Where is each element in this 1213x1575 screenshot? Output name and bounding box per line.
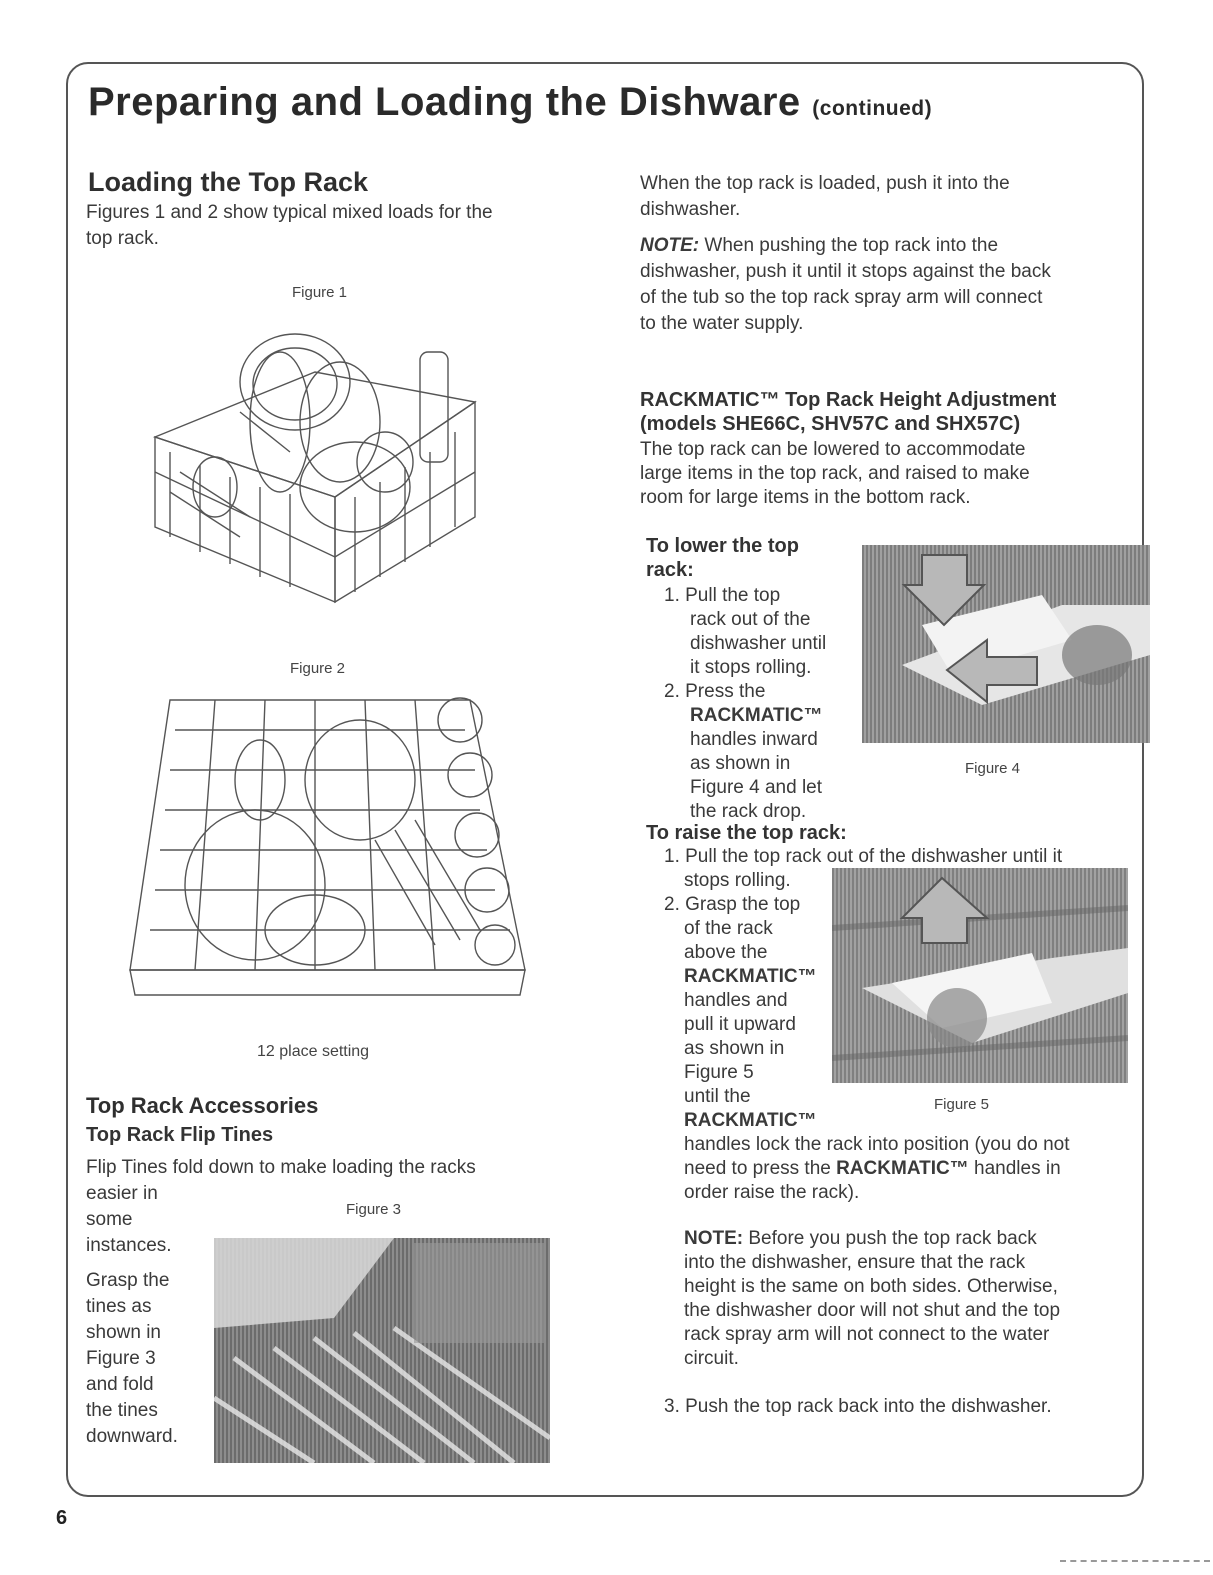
flip-line-4: instances. — [86, 1235, 172, 1256]
figure-3-caption: Figure 3 — [346, 1201, 402, 1218]
figure-2-rack-illustration — [115, 690, 535, 1020]
figure-3-photo — [214, 1238, 550, 1463]
rackmatic-heading-1: RACKMATIC™ Top Rack Height Adjustment — [640, 389, 1057, 411]
note2-block: NOTE: Before you push the top rack back into the dishwasher, ensure that the rack height is the same on both sides. Otherwise, the dishwasher door will not shut and the top rack spray arm will not connect to the water circuit. — [684, 1228, 1061, 1369]
figure-5-caption: Figure 5 — [934, 1096, 990, 1113]
note-line-3: of the tub so the top rack spray arm will connect — [640, 287, 1043, 308]
page-title: Preparing and Loading the Dishware (continued) — [88, 80, 933, 124]
intro-line-1: Figures 1 and 2 show typical mixed loads for the — [86, 202, 493, 223]
raise-end-line-1: handles lock the rack into position (you do not — [684, 1134, 1070, 1155]
figure-2-caption: Figure 2 — [290, 660, 346, 677]
raise-line-1: 1. Pull the top rack out of the dishwasher until it — [664, 846, 1063, 867]
raise-end-line-2: need to press the RACKMATIC™ handles in — [684, 1158, 1061, 1179]
grasp-text: Grasp the tines as shown in Figure 3 and fold the tines downward. — [86, 1270, 178, 1447]
flip-line-2: easier in — [86, 1183, 158, 1204]
note-line-4: to the water supply. — [640, 313, 804, 334]
flip-line-1: Flip Tines fold down to make loading the racks — [86, 1157, 476, 1178]
intro-line-2: top rack. — [86, 228, 159, 249]
rackmatic-heading-2: (models SHE66C, SHV57C and SHX57C) — [640, 413, 1021, 435]
step-3: 3. Push the top rack back into the dishwasher. — [664, 1396, 1052, 1417]
loading-top-rack-heading: Loading the Top Rack — [88, 167, 369, 197]
raise-end-line-3: order raise the rack). — [684, 1182, 860, 1203]
figure-5-photo — [832, 868, 1128, 1083]
figure-1-rack-illustration — [140, 312, 490, 612]
top-rack-accessories-heading: Top Rack Accessories — [86, 1093, 319, 1118]
raise-steps: stops rolling. 2. Grasp the top of the rack above the RACKMATIC™ handles and pull it upward as shown in Figure 5 until the RACKMATIC™ — [664, 870, 817, 1131]
lower-steps: 1. Pull the top rack out of the dishwasher until it stops rolling. 2. Press the RACKMATIC™ handles inward as shown in Figure 4 and let the rack drop. — [664, 585, 827, 822]
rackmatic-line-1: The top rack can be lowered to accommodate — [640, 439, 1026, 460]
figure-4-caption: Figure 4 — [965, 760, 1021, 777]
figure-4-photo — [862, 545, 1150, 743]
push-line-1: When the top rack is loaded, push it into the — [640, 173, 1010, 194]
bottom-divider — [1060, 1560, 1210, 1562]
rackmatic-line-3: room for large items in the bottom rack. — [640, 487, 971, 508]
lower-heading-1: To lower the top — [646, 535, 799, 557]
figure-1-caption: Figure 1 — [292, 284, 348, 301]
lower-heading-2: rack: — [646, 559, 694, 581]
push-line-2: dishwasher. — [640, 199, 741, 220]
raise-heading: To raise the top rack: — [646, 822, 847, 844]
note-line-1: NOTE: When pushing the top rack into the — [640, 235, 999, 256]
page-number: 6 — [56, 1507, 68, 1529]
rackmatic-line-2: large items in the top rack, and raised to make — [640, 463, 1030, 484]
flip-line-3: some — [86, 1209, 133, 1230]
note-line-2: dishwasher, push it until it stops against the back — [640, 261, 1051, 282]
flip-tines-heading: Top Rack Flip Tines — [86, 1124, 274, 1146]
figure-2-subcaption: 12 place setting — [257, 1043, 370, 1060]
